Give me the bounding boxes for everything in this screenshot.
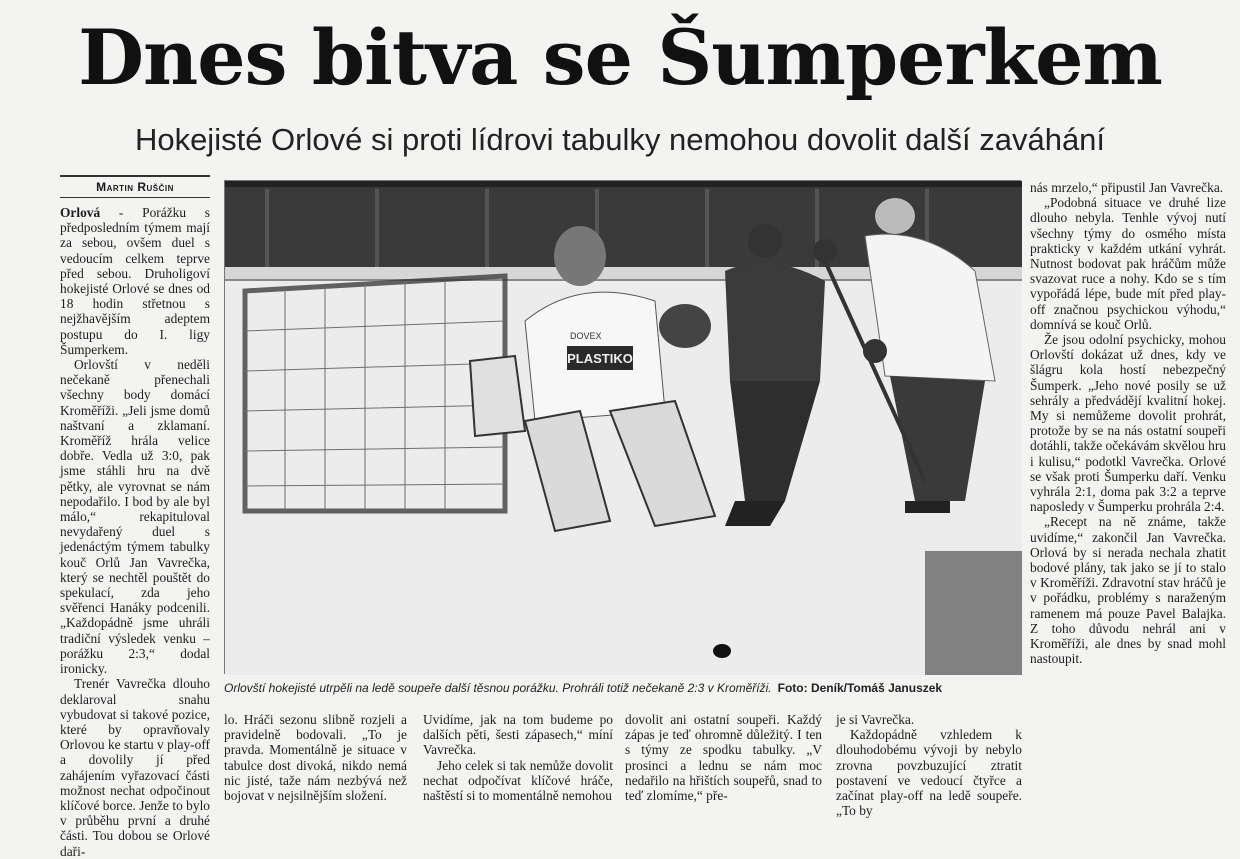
paragraph: Jeho celek si tak nemůže dovolit nechat odpočívat klíčové hráče, naštěstí si to momentálně nemohou (423, 757, 613, 804)
photo-credit: Foto: Deník/Tomáš Januszek (777, 681, 943, 695)
byline: Martin Ruščin (60, 175, 210, 198)
paragraph-1-text: - Porážku s předposledním týmem mají za sebou, ovšem duel s vedoucím celkem teprve před sebou. Druholigoví hokejisté Orlové se dnes od 18 hodin střetnou s nejžhavějším adeptem postupu do I. ligy Šumperkem. (60, 205, 210, 357)
article-column-5 (836, 712, 1022, 838)
article-column-6 (1030, 180, 1226, 835)
paragraph: „Podobná situace ve druhé lize dlouho nebyla. Tenhle vývoj nutí všechny týmy do osmého místa prakticky v každém utkání vyhrát. Nutnost bodovat pak hráčům může svazovat ruce a nohy. Kdo se s tím vypořádá lépe, bude mít před play-off značnou psychickou výhodu,“ domnívá se kouč Orlů. (1030, 195, 1226, 332)
paragraph: Že jsou odolní psychicky, mohou Orlovští dokázat už dnes, kdy ve šlágru kola hostí nebezpečný Šumperk. „Jeho nové posily se už sehrály a předvádějí kvalitní hokej. My si nemůžeme dovolit prohrát, protože by se na nás ostatní soupeři dotáhli, takže očekávám skvělou hru i kulisu,“ podotkl Vavrečka. Orlové se však proti Šumperku daří. Venku vyhrála 2:1, doma pak 3:2 a teprve naposledy v Šumperku prohrála 2:4. (1030, 332, 1226, 515)
article-column-1 (60, 205, 210, 859)
article-column-3 (423, 712, 613, 838)
subheadline: Hokejisté Orlové si proti lídrovi tabulky nemohou dovolit další zaváhání (134, 122, 1106, 157)
paragraph: „Recept na ně známe, takže uvidíme,“ zakončil Jan Vavrečka. Orlová by si nerada nechala zhatit bodové plány, tak jako se jí to stalo v Kroměříži. Zdravotní stav hráčů je v pořádku, problémy s naraženým ramenem má pouze Pavel Balajka. Z toho důvodu nehrál ani v Kroměříži, ale dnes by snad mohl nastoupit. (1030, 514, 1226, 667)
hockey-scene-illustration (225, 181, 1022, 675)
svg-text:DOVEX: DOVEX (570, 331, 602, 341)
photo-caption (224, 681, 1021, 695)
headline: Dnes bitva se Šumperkem (78, 13, 1162, 102)
paragraph: Každopádně vzhledem k dlouhodobému vývoji by nebylo zrovna povzbuzující ztratit postavení ve vedoucí čtyřce a začínat play-off na ledě soupeře. „To by (836, 727, 1022, 819)
paragraph: dovolit ani ostatní soupeři. Každý zápas je teď ohromně důležitý. I ten s týmy ze spodku tabulky. „V prosinci a lednu se nám moc nedařilo na hřištích soupeřů, snad to teď zlomíme,“ pře- (625, 712, 822, 804)
paragraph: nás mrzelo,“ připustil Jan Vavrečka. (1030, 180, 1224, 195)
paragraph: Uvidíme, jak na tom budeme po dalších pěti, šesti zápasech,“ míní Vavrečka. (423, 712, 613, 758)
caption-text: Orlovští hokejisté utrpěli na ledě soupeře další těsnou porážku. Prohráli totiž nečekaně 2:3 v Kroměříži. (224, 681, 772, 695)
dateline-place: Orlová (60, 205, 101, 220)
paragraph-1 (60, 205, 210, 357)
paragraph: je si Vavrečka. (836, 712, 915, 727)
svg-text:PLASTIKO: PLASTIKO (567, 351, 633, 366)
hockey-photo (224, 180, 1021, 674)
article-column-2 (224, 712, 407, 838)
article-column-4 (625, 712, 822, 838)
paragraph-3: Trenér Vavrečka dlouho deklaroval snahu vybudovat si takové pozice, které by opravňovaly Orlovou ke startu v play-off a dovolily jí před zahájením vyřazovací části možnost nechat odpočinout klíčové borce. Jenže to bylo v průběhu první a druhé části. Tou dobou se Orlové daři- (60, 676, 210, 859)
paragraph: lo. Hráči sezonu slibně rozjeli a pravidelně bodovali. „To je pravda. Momentálně je situace v tabulce dost divoká, nikdo nemá nic jisté, taže nám nezbývá než bojovat v nejsilnějším složení. (224, 712, 407, 804)
paragraph-2: Orlovští v neděli nečekaně přenechali všechny body domácí Kroměříži. „Jeli jsme domů naštvaní a zklamaní. Kroměříž hrála velice dobře. Vedla už 3:0, pak jsme stáhli hru na dvě pětky, ale vyrovnat se nám nepodařilo. I bod by ale byl málo,“ rekapituloval nevydařený duel s jedenáctým týmem tabulky kouč Orlů Jan Vavrečka, který se nechtěl pouštět do spekulací, zda jeho svěřenci Hanáky podcenili. „Každopádně jsme uhráli tradiční výsledek venku – porážku 2:3,“ dodal ironicky. (60, 357, 210, 677)
